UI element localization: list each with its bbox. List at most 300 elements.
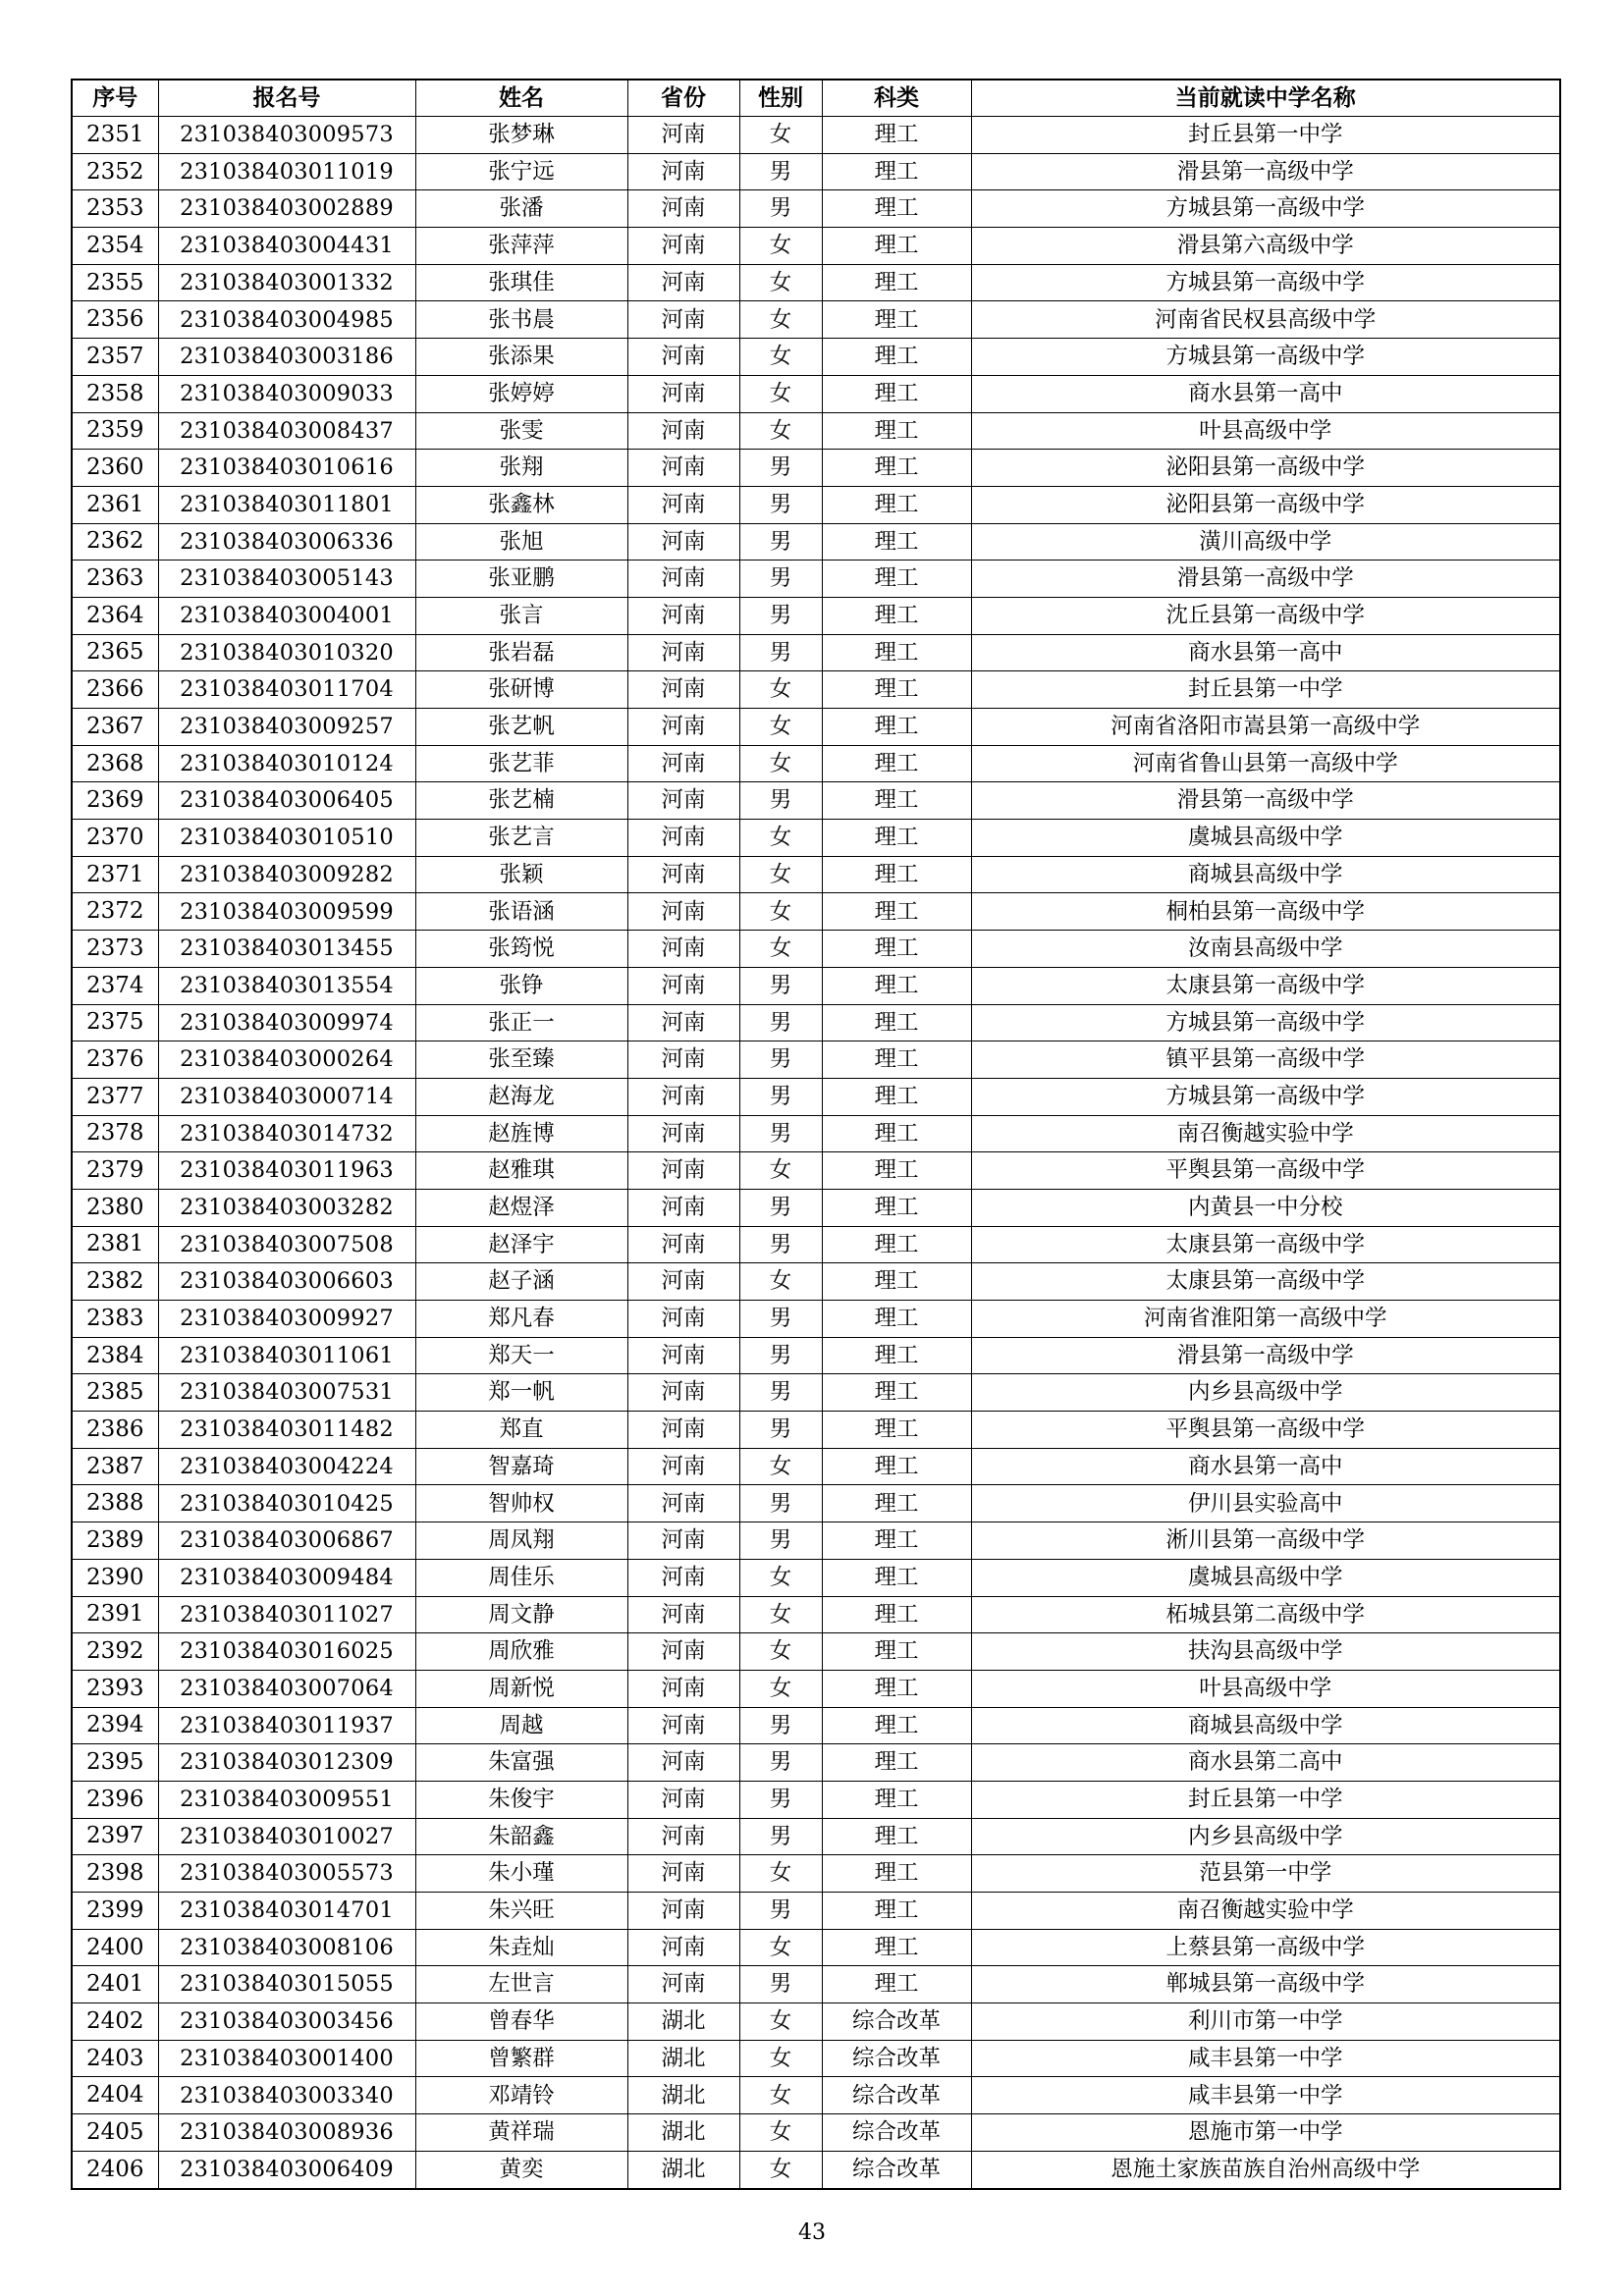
cell-name: 郑直 (415, 1412, 627, 1449)
cell-gender: 男 (739, 561, 822, 598)
cell-province: 河南 (627, 709, 739, 746)
cell-name: 赵泽宇 (415, 1226, 627, 1263)
cell-reg-no: 231038403011061 (158, 1337, 415, 1374)
cell-seq: 2400 (72, 1929, 158, 1966)
cell-reg-no: 231038403003186 (158, 339, 415, 376)
cell-gender: 男 (739, 1115, 822, 1152)
table-row (72, 1893, 1560, 1930)
cell-reg-no: 231038403006867 (158, 1522, 415, 1560)
table-row (72, 301, 1560, 339)
cell-school: 虞城县高级中学 (971, 1559, 1560, 1596)
cell-name: 朱兴旺 (415, 1893, 627, 1930)
table-row (72, 1041, 1560, 1079)
cell-seq: 2402 (72, 2003, 158, 2041)
header-reg-no: 报名号 (158, 80, 415, 117)
cell-category: 理工 (822, 412, 971, 450)
table-row (72, 671, 1560, 709)
cell-name: 赵雅琪 (415, 1152, 627, 1190)
cell-province: 河南 (627, 1893, 739, 1930)
cell-school: 淅川县第一高级中学 (971, 1522, 1560, 1560)
cell-name: 郑一帆 (415, 1374, 627, 1412)
cell-category: 综合改革 (822, 2114, 971, 2152)
cell-reg-no: 231038403014701 (158, 1893, 415, 1930)
cell-seq: 2404 (72, 2077, 158, 2114)
cell-province: 河南 (627, 1781, 739, 1818)
cell-school: 内乡县高级中学 (971, 1818, 1560, 1855)
cell-reg-no: 231038403006409 (158, 2151, 415, 2188)
cell-province: 河南 (627, 1633, 739, 1671)
cell-gender: 女 (739, 931, 822, 968)
cell-school: 太康县第一高级中学 (971, 1263, 1560, 1301)
cell-seq: 2362 (72, 523, 158, 561)
cell-seq: 2375 (72, 1004, 158, 1041)
cell-reg-no: 231038403008437 (158, 412, 415, 450)
cell-school: 南召衡越实验中学 (971, 1115, 1560, 1152)
cell-seq: 2366 (72, 671, 158, 709)
table-row (72, 228, 1560, 265)
table-row (72, 1596, 1560, 1633)
cell-province: 河南 (627, 782, 739, 820)
cell-gender: 男 (739, 450, 822, 487)
cell-category: 理工 (822, 153, 971, 190)
cell-category: 理工 (822, 820, 971, 857)
cell-reg-no: 231038403012309 (158, 1744, 415, 1782)
cell-seq: 2399 (72, 1893, 158, 1930)
cell-name: 郑天一 (415, 1337, 627, 1374)
cell-reg-no: 231038403009282 (158, 856, 415, 893)
table-row (72, 1485, 1560, 1522)
cell-category: 理工 (822, 1596, 971, 1633)
cell-category: 理工 (822, 1004, 971, 1041)
cell-gender: 男 (739, 1818, 822, 1855)
cell-school: 上蔡县第一高级中学 (971, 1929, 1560, 1966)
cell-category: 理工 (822, 1412, 971, 1449)
table-row (72, 1855, 1560, 1893)
cell-gender: 男 (739, 597, 822, 634)
cell-province: 河南 (627, 1559, 739, 1596)
cell-gender: 男 (739, 153, 822, 190)
table-row (72, 1115, 1560, 1152)
cell-name: 张艺帆 (415, 709, 627, 746)
cell-school: 商水县第一高中 (971, 634, 1560, 671)
cell-category: 理工 (822, 1485, 971, 1522)
table-row (72, 1670, 1560, 1707)
cell-category: 理工 (822, 375, 971, 412)
cell-reg-no: 231038403010320 (158, 634, 415, 671)
cell-seq: 2353 (72, 190, 158, 228)
cell-school: 范县第一中学 (971, 1855, 1560, 1893)
cell-province: 河南 (627, 1078, 739, 1115)
table-row (72, 1522, 1560, 1560)
cell-province: 湖北 (627, 2003, 739, 2041)
cell-name: 左世言 (415, 1966, 627, 2003)
cell-gender: 女 (739, 375, 822, 412)
cell-gender: 男 (739, 967, 822, 1004)
table-row (72, 450, 1560, 487)
table-row (72, 1374, 1560, 1412)
cell-reg-no: 231038403007508 (158, 1226, 415, 1263)
cell-seq: 2401 (72, 1966, 158, 2003)
cell-name: 张艺菲 (415, 745, 627, 782)
cell-province: 河南 (627, 561, 739, 598)
cell-province: 河南 (627, 1412, 739, 1449)
cell-gender: 女 (739, 117, 822, 154)
table-row (72, 1929, 1560, 1966)
table-row (72, 412, 1560, 450)
cell-name: 赵旌博 (415, 1115, 627, 1152)
cell-gender: 女 (739, 2040, 822, 2077)
cell-name: 朱垚灿 (415, 1929, 627, 1966)
cell-seq: 2376 (72, 1041, 158, 1079)
cell-gender: 女 (739, 1596, 822, 1633)
cell-reg-no: 231038403010124 (158, 745, 415, 782)
cell-seq: 2378 (72, 1115, 158, 1152)
cell-gender: 男 (739, 782, 822, 820)
header-province: 省份 (627, 80, 739, 117)
cell-school: 桐柏县第一高级中学 (971, 893, 1560, 931)
cell-category: 理工 (822, 1522, 971, 1560)
table-row (72, 561, 1560, 598)
cell-reg-no: 231038403004985 (158, 301, 415, 339)
cell-province: 河南 (627, 893, 739, 931)
cell-school: 河南省淮阳第一高级中学 (971, 1301, 1560, 1338)
cell-name: 周欣雅 (415, 1633, 627, 1671)
cell-school: 咸丰县第一中学 (971, 2040, 1560, 2077)
table-row (72, 634, 1560, 671)
cell-gender: 女 (739, 2003, 822, 2041)
cell-reg-no: 231038403007531 (158, 1374, 415, 1412)
cell-name: 张艺楠 (415, 782, 627, 820)
table-row (72, 339, 1560, 376)
cell-name: 张言 (415, 597, 627, 634)
cell-category: 理工 (822, 301, 971, 339)
cell-school: 封丘县第一中学 (971, 671, 1560, 709)
cell-seq: 2403 (72, 2040, 158, 2077)
cell-reg-no: 231038403009257 (158, 709, 415, 746)
cell-gender: 女 (739, 1559, 822, 1596)
cell-gender: 女 (739, 264, 822, 301)
cell-reg-no: 231038403005143 (158, 561, 415, 598)
cell-school: 滑县第一高级中学 (971, 1337, 1560, 1374)
cell-gender: 女 (739, 1855, 822, 1893)
cell-gender: 男 (739, 1374, 822, 1412)
cell-reg-no: 231038403016025 (158, 1633, 415, 1671)
cell-gender: 女 (739, 1633, 822, 1671)
cell-name: 赵海龙 (415, 1078, 627, 1115)
cell-reg-no: 231038403000714 (158, 1078, 415, 1115)
table-row (72, 1263, 1560, 1301)
cell-gender: 男 (739, 1301, 822, 1338)
cell-seq: 2384 (72, 1337, 158, 1374)
table-row (72, 1226, 1560, 1263)
cell-seq: 2387 (72, 1448, 158, 1485)
cell-category: 理工 (822, 1966, 971, 2003)
header-name: 姓名 (415, 80, 627, 117)
table-row (72, 597, 1560, 634)
cell-name: 赵子涵 (415, 1263, 627, 1301)
cell-gender: 女 (739, 1929, 822, 1966)
cell-seq: 2363 (72, 561, 158, 598)
cell-category: 理工 (822, 893, 971, 931)
cell-gender: 男 (739, 1781, 822, 1818)
cell-seq: 2374 (72, 967, 158, 1004)
cell-school: 太康县第一高级中学 (971, 1226, 1560, 1263)
cell-name: 张潘 (415, 190, 627, 228)
cell-reg-no: 231038403011027 (158, 1596, 415, 1633)
cell-school: 封丘县第一中学 (971, 117, 1560, 154)
cell-school: 虞城县高级中学 (971, 820, 1560, 857)
cell-reg-no: 231038403003456 (158, 2003, 415, 2041)
cell-name: 朱俊宇 (415, 1781, 627, 1818)
cell-province: 河南 (627, 1596, 739, 1633)
cell-school: 商水县第一高中 (971, 375, 1560, 412)
cell-name: 张岩磊 (415, 634, 627, 671)
table-row (72, 1448, 1560, 1485)
cell-gender: 女 (739, 671, 822, 709)
cell-seq: 2381 (72, 1226, 158, 1263)
cell-seq: 2389 (72, 1522, 158, 1560)
cell-gender: 男 (739, 634, 822, 671)
table-row (72, 1337, 1560, 1374)
cell-reg-no: 231038403013554 (158, 967, 415, 1004)
cell-category: 理工 (822, 1041, 971, 1079)
table-row (72, 1707, 1560, 1744)
cell-name: 张研博 (415, 671, 627, 709)
cell-province: 河南 (627, 634, 739, 671)
cell-name: 张颖 (415, 856, 627, 893)
cell-reg-no: 231038403007064 (158, 1670, 415, 1707)
cell-seq: 2395 (72, 1744, 158, 1782)
cell-category: 理工 (822, 1115, 971, 1152)
cell-seq: 2383 (72, 1301, 158, 1338)
cell-reg-no: 231038403003282 (158, 1189, 415, 1226)
cell-school: 滑县第六高级中学 (971, 228, 1560, 265)
table-row (72, 1189, 1560, 1226)
cell-category: 综合改革 (822, 2040, 971, 2077)
cell-seq: 2358 (72, 375, 158, 412)
table-row (72, 709, 1560, 746)
cell-category: 理工 (822, 523, 971, 561)
cell-seq: 2364 (72, 597, 158, 634)
cell-category: 理工 (822, 1152, 971, 1190)
table-row (72, 1412, 1560, 1449)
cell-reg-no: 231038403011801 (158, 486, 415, 523)
cell-gender: 女 (739, 856, 822, 893)
cell-category: 综合改革 (822, 2151, 971, 2188)
cell-reg-no: 231038403010616 (158, 450, 415, 487)
cell-category: 理工 (822, 1374, 971, 1412)
cell-name: 张宁远 (415, 153, 627, 190)
cell-category: 理工 (822, 1226, 971, 1263)
cell-province: 河南 (627, 1226, 739, 1263)
cell-gender: 男 (739, 1412, 822, 1449)
cell-name: 智帅权 (415, 1485, 627, 1522)
cell-reg-no: 231038403006603 (158, 1263, 415, 1301)
cell-reg-no: 231038403000264 (158, 1041, 415, 1079)
cell-seq: 2390 (72, 1559, 158, 1596)
cell-reg-no: 231038403001400 (158, 2040, 415, 2077)
cell-province: 河南 (627, 1337, 739, 1374)
cell-gender: 女 (739, 1670, 822, 1707)
cell-seq: 2361 (72, 486, 158, 523)
cell-gender: 女 (739, 1263, 822, 1301)
cell-category: 理工 (822, 1337, 971, 1374)
cell-category: 理工 (822, 745, 971, 782)
cell-category: 理工 (822, 782, 971, 820)
cell-province: 湖北 (627, 2077, 739, 2114)
table-row (72, 2040, 1560, 2077)
cell-category: 理工 (822, 1263, 971, 1301)
table-row (72, 2003, 1560, 2041)
cell-reg-no: 231038403004001 (158, 597, 415, 634)
cell-province: 湖北 (627, 2114, 739, 2152)
cell-school: 潢川高级中学 (971, 523, 1560, 561)
cell-reg-no: 231038403011704 (158, 671, 415, 709)
cell-category: 理工 (822, 1744, 971, 1782)
cell-name: 张正一 (415, 1004, 627, 1041)
cell-gender: 男 (739, 523, 822, 561)
cell-reg-no: 231038403001332 (158, 264, 415, 301)
table-row (72, 264, 1560, 301)
cell-seq: 2370 (72, 820, 158, 857)
cell-province: 河南 (627, 1041, 739, 1079)
admission-list-table (71, 79, 1561, 2190)
cell-category: 理工 (822, 486, 971, 523)
cell-category: 理工 (822, 1707, 971, 1744)
cell-school: 泌阳县第一高级中学 (971, 450, 1560, 487)
cell-category: 理工 (822, 117, 971, 154)
cell-seq: 2385 (72, 1374, 158, 1412)
cell-reg-no: 231038403009484 (158, 1559, 415, 1596)
cell-name: 张雯 (415, 412, 627, 450)
cell-name: 智嘉琦 (415, 1448, 627, 1485)
cell-province: 河南 (627, 820, 739, 857)
cell-seq: 2396 (72, 1781, 158, 1818)
cell-reg-no: 231038403008106 (158, 1929, 415, 1966)
cell-school: 方城县第一高级中学 (971, 190, 1560, 228)
table-header-row (72, 80, 1560, 117)
cell-name: 张亚鹏 (415, 561, 627, 598)
cell-reg-no: 231038403011963 (158, 1152, 415, 1190)
cell-seq: 2388 (72, 1485, 158, 1522)
cell-gender: 女 (739, 893, 822, 931)
table-row (72, 1078, 1560, 1115)
table-row (72, 1559, 1560, 1596)
table-row (72, 967, 1560, 1004)
cell-school: 商城县高级中学 (971, 856, 1560, 893)
cell-name: 邓靖铃 (415, 2077, 627, 2114)
cell-province: 湖北 (627, 2040, 739, 2077)
cell-gender: 男 (739, 1522, 822, 1560)
cell-name: 朱韶鑫 (415, 1818, 627, 1855)
cell-reg-no: 231038403009573 (158, 117, 415, 154)
cell-province: 河南 (627, 597, 739, 634)
cell-seq: 2391 (72, 1596, 158, 1633)
cell-province: 河南 (627, 856, 739, 893)
cell-school: 扶沟县高级中学 (971, 1633, 1560, 1671)
table-row (72, 782, 1560, 820)
cell-seq: 2356 (72, 301, 158, 339)
cell-name: 张添果 (415, 339, 627, 376)
cell-category: 理工 (822, 709, 971, 746)
cell-gender: 男 (739, 486, 822, 523)
cell-province: 河南 (627, 1818, 739, 1855)
cell-name: 张旭 (415, 523, 627, 561)
cell-gender: 女 (739, 2151, 822, 2188)
table-row (72, 820, 1560, 857)
cell-school: 内乡县高级中学 (971, 1374, 1560, 1412)
cell-province: 河南 (627, 1707, 739, 1744)
cell-gender: 男 (739, 1004, 822, 1041)
cell-province: 河南 (627, 450, 739, 487)
cell-category: 理工 (822, 1633, 971, 1671)
cell-province: 河南 (627, 1004, 739, 1041)
cell-province: 河南 (627, 153, 739, 190)
cell-category: 理工 (822, 671, 971, 709)
cell-school: 镇平县第一高级中学 (971, 1041, 1560, 1079)
cell-province: 河南 (627, 1485, 739, 1522)
cell-category: 理工 (822, 1781, 971, 1818)
table-row (72, 117, 1560, 154)
cell-school: 河南省洛阳市嵩县第一高级中学 (971, 709, 1560, 746)
cell-province: 河南 (627, 1189, 739, 1226)
cell-school: 恩施市第一中学 (971, 2114, 1560, 2152)
cell-gender: 女 (739, 709, 822, 746)
cell-seq: 2351 (72, 117, 158, 154)
cell-school: 方城县第一高级中学 (971, 264, 1560, 301)
cell-category: 理工 (822, 450, 971, 487)
cell-province: 河南 (627, 1152, 739, 1190)
cell-school: 叶县高级中学 (971, 412, 1560, 450)
cell-category: 理工 (822, 1855, 971, 1893)
cell-gender: 女 (739, 820, 822, 857)
cell-seq: 2392 (72, 1633, 158, 1671)
cell-seq: 2352 (72, 153, 158, 190)
cell-reg-no: 231038403010425 (158, 1485, 415, 1522)
cell-school: 沈丘县第一高级中学 (971, 597, 1560, 634)
cell-seq: 2355 (72, 264, 158, 301)
cell-gender: 男 (739, 190, 822, 228)
cell-name: 张语涵 (415, 893, 627, 931)
cell-name: 曾繁群 (415, 2040, 627, 2077)
cell-school: 汝南县高级中学 (971, 931, 1560, 968)
cell-gender: 男 (739, 1485, 822, 1522)
cell-seq: 2354 (72, 228, 158, 265)
cell-seq: 2405 (72, 2114, 158, 2152)
cell-school: 太康县第一高级中学 (971, 967, 1560, 1004)
cell-category: 理工 (822, 1189, 971, 1226)
cell-province: 河南 (627, 264, 739, 301)
cell-gender: 男 (739, 1078, 822, 1115)
cell-reg-no: 231038403002889 (158, 190, 415, 228)
cell-province: 河南 (627, 1448, 739, 1485)
cell-name: 周新悦 (415, 1670, 627, 1707)
cell-gender: 女 (739, 2114, 822, 2152)
table-row (72, 1781, 1560, 1818)
cell-gender: 女 (739, 301, 822, 339)
table-row (72, 745, 1560, 782)
cell-seq: 2372 (72, 893, 158, 931)
table-row (72, 2077, 1560, 2114)
cell-province: 河南 (627, 745, 739, 782)
table-row (72, 1966, 1560, 2003)
cell-province: 河南 (627, 1374, 739, 1412)
cell-name: 张翔 (415, 450, 627, 487)
cell-school: 商水县第二高中 (971, 1744, 1560, 1782)
cell-category: 理工 (822, 1893, 971, 1930)
header-category: 科类 (822, 80, 971, 117)
header-school: 当前就读中学名称 (971, 80, 1560, 117)
